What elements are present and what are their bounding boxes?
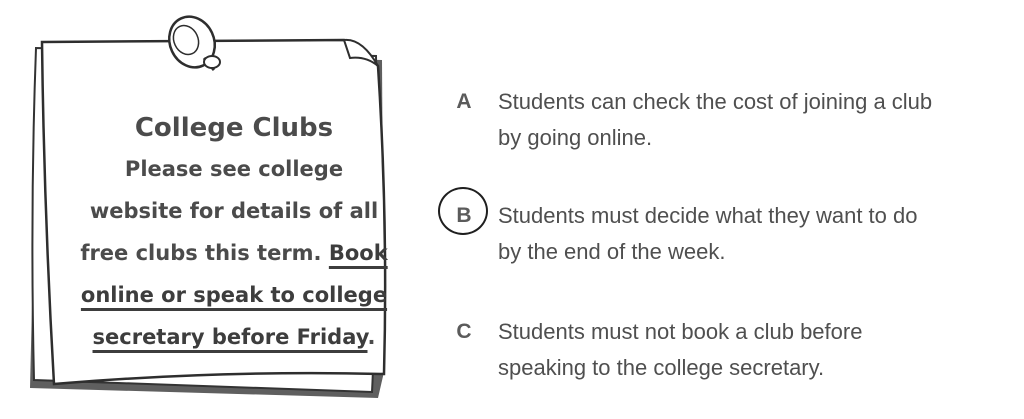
option-text (498, 314, 862, 386)
option-b[interactable] (446, 198, 1021, 278)
notice-line-1: Please see college (124, 157, 344, 181)
notice-line-3-underlined: Book (328, 241, 388, 265)
notice-line-3 (50, 232, 418, 274)
notice-line-5-end: . (367, 325, 376, 349)
option-text-line-2: by going online. (498, 125, 653, 150)
option-text-line-2: by the end of the week. (498, 239, 726, 264)
notice-line-4 (50, 274, 418, 316)
option-text-line-2: speaking to the college secretary. (498, 355, 825, 380)
option-text (498, 198, 917, 270)
notice-line-4-underlined: online or speak to college (80, 283, 388, 307)
option-a[interactable] (446, 84, 1021, 164)
notice-title: College Clubs (134, 113, 334, 143)
notice-text (50, 108, 418, 358)
option-c[interactable] (446, 314, 1021, 394)
option-letter: C (456, 320, 472, 343)
notice-line-5-underlined: secretary before Friday (92, 325, 368, 349)
notice-line-2: website for details of all (89, 199, 379, 223)
option-letter: A (456, 90, 472, 113)
option-text-line-1: Students must decide what they want to do (498, 203, 918, 228)
option-text (498, 84, 932, 156)
option-text-line-1: Students must not book a club before (498, 319, 863, 344)
option-letter: B (456, 204, 472, 227)
notice-line-3-plain: free clubs this term. (80, 241, 329, 265)
notice-line-5 (50, 316, 418, 358)
option-text-line-1: Students can check the cost of joining a club (498, 89, 933, 114)
